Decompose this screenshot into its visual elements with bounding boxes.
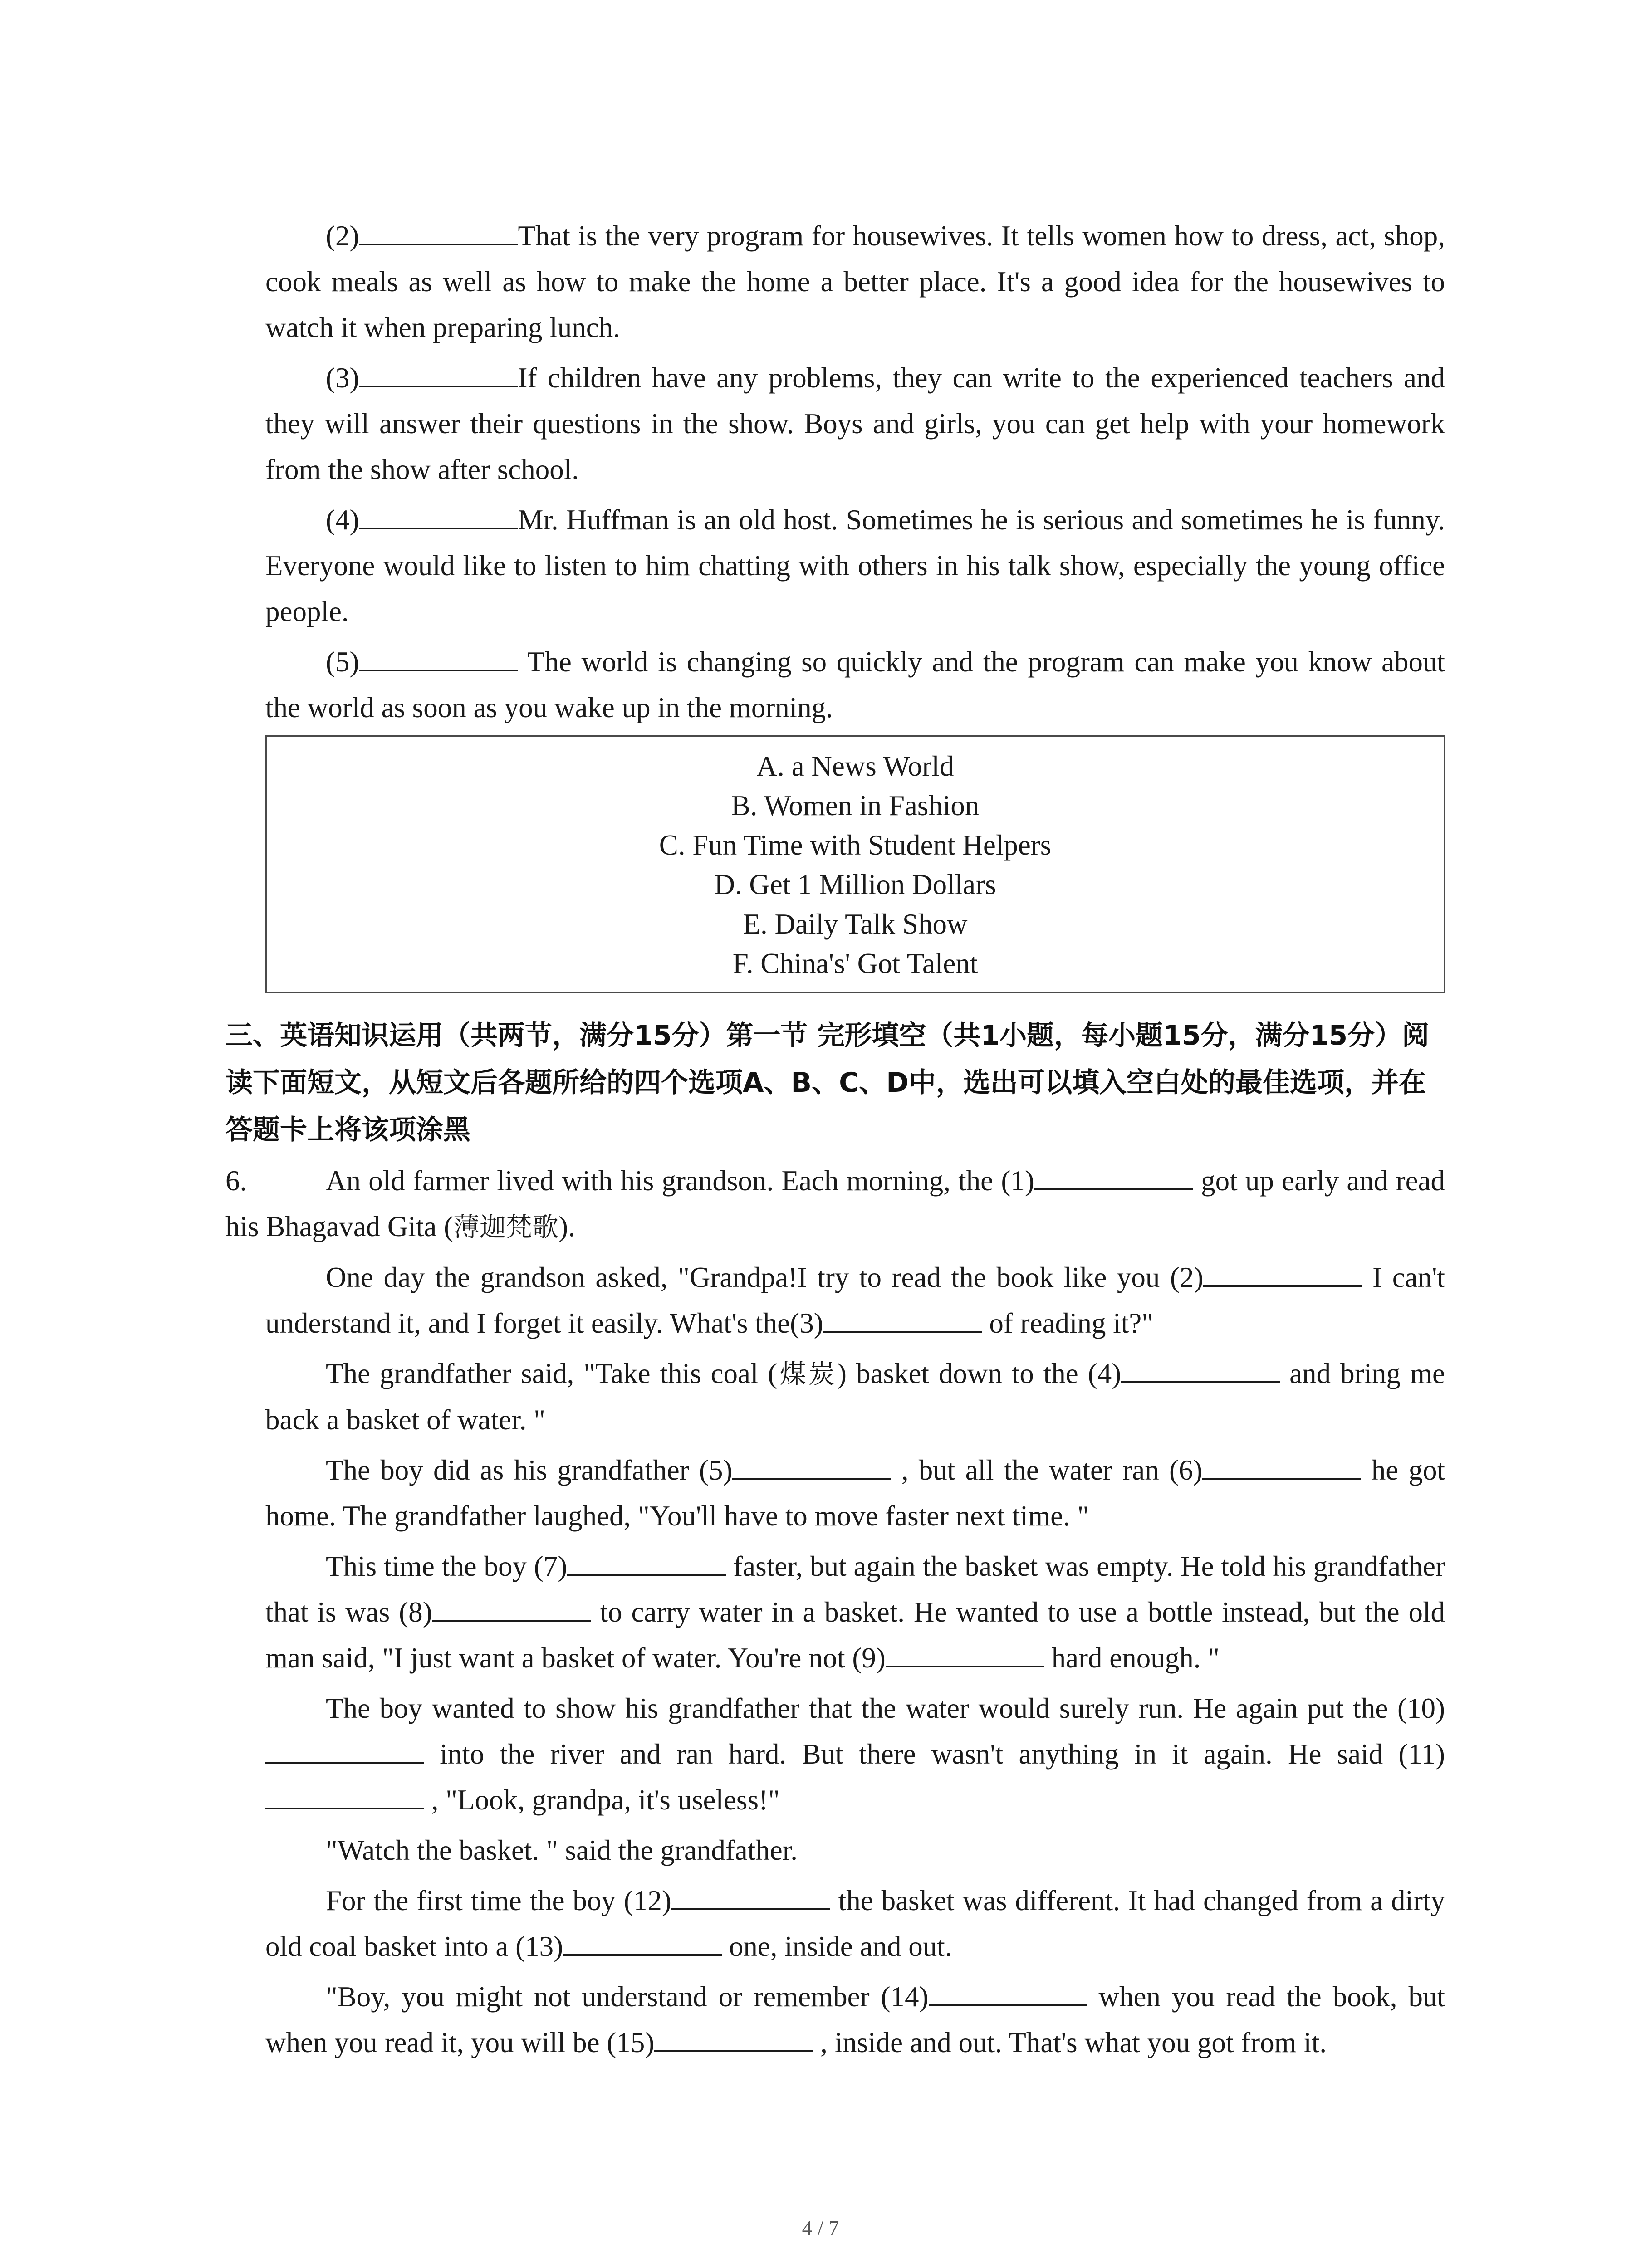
answer-blank [359, 504, 518, 529]
cloze-text: , "Look, grandpa, it's useless!" [424, 1784, 780, 1816]
option-e: E. Daily Talk Show [743, 908, 968, 940]
answer-blank [359, 220, 518, 245]
cloze-paragraph-4 [265, 1447, 1445, 1539]
cloze-text: and bring me back a basket of water. " [265, 1358, 1445, 1436]
cloze-paragraph-1 [225, 1158, 1445, 1250]
cloze-text: into the river and ran hard. But there wasn't anything in it again. He said (11) [424, 1738, 1445, 1770]
reading-item-3 [265, 355, 1445, 493]
option-f: F. China's' Got Talent [732, 948, 978, 979]
cloze-text: when you read the book, but when you read it, you will be (15) [265, 1981, 1445, 2058]
cloze-blank-4 [1121, 1358, 1280, 1383]
cloze-blank-13 [563, 1931, 722, 1956]
cloze-text: to carry water in a basket. He wanted to use a bottle instead, but the old man said, "I just want a basket of water. You're not (9) [265, 1596, 1445, 1674]
cloze-text: got up early and read his Bhagavad Gita ( [225, 1165, 1445, 1242]
cloze-blank-10 [265, 1738, 424, 1764]
cloze-text: An old farmer lived with his grandson. Each morning, the (1) [326, 1165, 1034, 1197]
page-number: 4 / 7 [802, 2216, 839, 2239]
cloze-blank-6 [1202, 1454, 1361, 1480]
cloze-text: ). [558, 1211, 575, 1242]
reading-item-2 [265, 213, 1445, 351]
cloze-paragraph-6 [265, 1686, 1445, 1823]
item-number: (4) [326, 504, 359, 536]
cloze-paragraph-5 [265, 1544, 1445, 1681]
cloze-text: , inside and out. That's what you got from it. [813, 2027, 1327, 2058]
answer-blank [359, 362, 518, 387]
cloze-text: hard enough. " [1044, 1642, 1220, 1674]
cloze-text: The boy did as his grandfather (5) [326, 1454, 733, 1486]
chinese-gloss: 煤炭 [777, 1359, 838, 1389]
reading-item-4 [265, 497, 1445, 635]
cloze-text: "Boy, you might not understand or remember (14) [326, 1981, 929, 2013]
item-number: (2) [326, 220, 359, 252]
cloze-text: the basket was different. It had changed from a dirty old coal basket into a (13) [265, 1885, 1445, 1962]
option-d: D. Get 1 Million Dollars [714, 869, 996, 900]
chinese-gloss: 薄迦梵歌 [453, 1212, 559, 1242]
item-text: The world is changing so quickly and the program can make you know about the world as soon as you wake up in the morning. [265, 646, 1445, 723]
option-a: A. a News World [756, 750, 954, 782]
item-number: (3) [326, 362, 359, 394]
cloze-paragraph-7: "Watch the basket. " said the grandfather. [326, 1834, 798, 1866]
answer-blank [359, 646, 518, 671]
option-b: B. Women in Fashion [731, 790, 980, 821]
cloze-blank-5 [732, 1454, 891, 1480]
cloze-paragraph-3 [265, 1351, 1445, 1443]
cloze-text: This time the boy (7) [326, 1550, 568, 1582]
options-box [265, 735, 1445, 993]
cloze-text: of reading it?" [982, 1307, 1153, 1339]
option-c: C. Fun Time with Student Helpers [659, 829, 1052, 861]
cloze-text: The grandfather said, "Take this coal ( [326, 1358, 778, 1389]
item-number: (5) [326, 646, 359, 678]
cloze-blank-2 [1203, 1261, 1362, 1287]
cloze-text: For the first time the boy (12) [326, 1885, 671, 1916]
cloze-paragraph-8 [265, 1878, 1445, 1970]
cloze-blank-14 [929, 1981, 1087, 2006]
cloze-text: he got home. The grandfather laughed, "You'll have to move faster next time. " [265, 1454, 1445, 1532]
cloze-text: one, inside and out. [722, 1931, 952, 1962]
cloze-blank-15 [654, 2027, 813, 2052]
cloze-blank-8 [432, 1596, 591, 1622]
cloze-text: ) basket down to the (4) [837, 1358, 1122, 1389]
cloze-blank-12 [671, 1885, 830, 1910]
item-text: That is the very program for housewives. It tells women how to dress, act, shop, cook meals as well as how to make the home a better place. It's a good idea for the housewives to watch it when preparing lunch. [265, 220, 1445, 343]
cloze-text: I can't understand it, and I forget it easily. What's the(3) [265, 1261, 1445, 1339]
cloze-text: , but all the water ran (6) [891, 1454, 1203, 1486]
item-text: If children have any problems, they can write to the experienced teachers and they will answer their questions in the show. Boys and girls, you can get help with your homework from the show after school. [265, 362, 1445, 485]
cloze-text: The boy wanted to show his grandfather that the water would surely run. He again put the (10) [326, 1692, 1445, 1724]
cloze-paragraph-9 [265, 1974, 1445, 2066]
cloze-blank-11 [265, 1784, 424, 1809]
cloze-paragraph-2 [265, 1255, 1445, 1346]
page-content [225, 213, 1445, 2070]
cloze-blank-7 [567, 1550, 726, 1576]
cloze-text: faster, but again the basket was empty. He told his grandfather that is was (8) [265, 1550, 1445, 1628]
cloze-blank-9 [886, 1642, 1044, 1667]
cloze-text: One day the grandson asked, "Grandpa!I try to read the book like you (2) [326, 1261, 1204, 1293]
question-number: 6. [225, 1165, 247, 1197]
section-heading: 三、英语知识运用（共两节，满分15分）第一节 完形填空（共1小题，每小题15分，满分15分）阅读下面短文，从短文后各题所给的四个选项A、B、C、D中，选出可以填入空白处的最佳选项，并在答题卡上将该项涂黑 [225, 1020, 1430, 1146]
cloze-blank-3 [823, 1307, 982, 1333]
item-text: Mr. Huffman is an old host. Sometimes he is serious and sometimes he is funny. Everyone would like to listen to him chatting with others in his talk show, especially the young office people. [265, 504, 1445, 627]
cloze-blank-1 [1034, 1165, 1193, 1190]
reading-item-5 [265, 639, 1445, 731]
